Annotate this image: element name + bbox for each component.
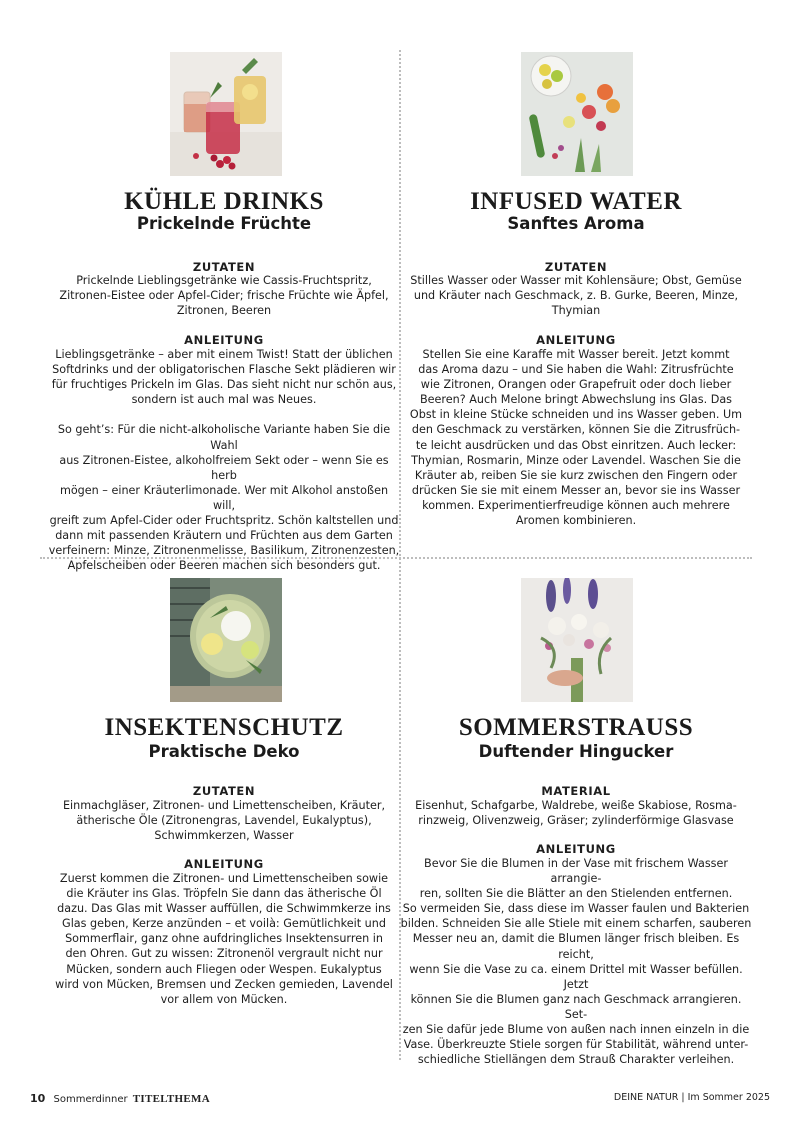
instructions-label: ANLEITUNG (536, 842, 616, 856)
section-title: SOMMERSTRAUSS (458, 714, 694, 741)
ingredients-text: Einmachgläser, Zitronen- und Limettenscheiben, Kräuter, ätherische Öle (Zitronengras, Lavendel, Eukalyptus), Schwimmkerzen, Wasser (62, 799, 386, 843)
section-title: KÜHLE DRINKS (124, 188, 324, 215)
ingredients-text: Eisenhut, Schafgarbe, Waldrebe, weiße Skabiose, Rosma- rinzweig, Olivenzweig, Gräser; zylinderförmige Glasvase (415, 799, 737, 828)
instructions-label: ANLEITUNG (184, 333, 264, 347)
ingredients-text: Prickelnde Lieblingsgetränke wie Cassis-Fruchtspritz, Zitronen-Eistee oder Apfel-Cider; frische Früchte wie Äpfel, Zitronen, Beeren (59, 274, 389, 318)
kuehle-drinks-photo (170, 52, 282, 176)
footer-left (30, 1092, 210, 1105)
section-title: INSEKTENSCHUTZ (104, 714, 344, 741)
footer-section-name: Sommerdinner (53, 1094, 128, 1105)
instructions-label: ANLEITUNG (536, 333, 616, 347)
instructions-text: Zuerst kommen die Zitronen- und Limettenscheiben sowie die Kräuter ins Glas. Tröpfeln Sie dann das ätherische Öl dazu. Das Glas mit Wasser auffüllen, die Schwimmkerze ins Glas geben, Kerze anzünden – et voilà: Gemütlichkeit und Sommerflair, ganz ohne aufdringliches Insektensurren in den Ohren. Gut zu wissen: Zitronenöl vergrault nicht nur Mücken, sondern auch Fliegen oder Wespen. Eukalyptus wird von Mücken, Bremsen und Zecken gemieden, Lavendel vor allem von Mücken. (55, 872, 393, 1006)
page-number: 10 (30, 1092, 46, 1105)
sommerstrauss-photo (521, 578, 633, 702)
ingredients-label: ZUTATEN (192, 260, 256, 274)
footer-section-label: TITELTHEMA (132, 1093, 210, 1105)
infused-water-photo (521, 52, 633, 176)
ingredients-label: MATERIAL (541, 784, 611, 798)
ingredients-label: ZUTATEN (544, 260, 608, 274)
instructions-text: Bevor Sie die Blumen in der Vase mit frischem Wasser arrangie- ren, sollten Sie die Blätter an den Stielenden entfernen. So vermeiden Sie, dass diese im Wasser faulen und Bakterien bilden. Schneiden Sie alle Stiele mit einem scharfen, sauberen Messer neu an, damit die Blumen länger frisch bleiben. Es reicht, wenn Sie die Vase zu ca. einem Drittel mit Wasser befüllen. Jetzt können Sie die Blumen ganz nach Geschmack arrangieren. Set- zen Sie dafür jede Blume von außen nach innen einzeln in die Vase. Überkreuzte Stiele sorgen für Stabilität, während unter- schiedliche Stiellängen dem Strauß Charakter verleihen. (400, 857, 752, 1067)
section-subtitle: Duftender Hingucker (478, 742, 674, 761)
instructions-text: Lieblingsgetränke – aber mit einem Twist! Statt der üblichen Softdrinks und der obligatorischen Flasche Sekt plädieren wir für fruchtiges Prickeln im Glas. Das sieht nicht nur schön aus, sondern ist auch mal was Neues. So geht’s: Für die nicht-alkoholische Variante haben Sie die Wahl aus Zitronen-Eistee, alkoholfreiem Sekt oder – wenn Sie es herb mögen – einer Kräuterlimonade. Wer mit Alkohol anstoßen will, greift zum Apfel-Cider oder Fruchtspritz. Schön kaltstellen und dann mit passenden Kräutern und Früchten aus dem Garten verfeinern: Minze, Zitronenmelisse, Basilikum, Zitronenzesten, Apfelscheiben oder Beeren machen sich besonders gut. (48, 348, 400, 573)
instructions-text: Stellen Sie eine Karaffe mit Wasser bereit. Jetzt kommt das Aroma dazu – und Sie haben die Wahl: Zitrusfrüchte wie Zitronen, Orangen oder Grapefruit oder doch lieber Beeren? Auch Melone bringt Abwechslung ins Glas. Das Obst in kleine Stücke schneiden und ins Wasser geben. Um den Geschmack zu verstärken, können Sie die Zitrusfrüch- te leicht ausdrücken und das Obst einritzen. Auch lecker: Thymian, Rosmarin, Minze oder Lavendel. Waschen Sie die Kräuter ab, reiben Sie sie kurz zwischen den Fingern oder drücken Sie sie mit einem Messer an, bevor sie ins Wasser kommen. Experimentierfreudige können auch mehrere Aromen kombinieren. (409, 348, 743, 528)
horizontal-divider (40, 557, 752, 559)
ingredients-label: ZUTATEN (192, 784, 256, 798)
section-title: INFUSED WATER (470, 188, 682, 215)
section-subtitle: Sanftes Aroma (507, 214, 645, 233)
section-subtitle: Praktische Deko (148, 742, 300, 761)
insektenschutz-photo (170, 578, 282, 702)
footer-publication: DEINE NATUR | Im Sommer 2025 (613, 1092, 770, 1103)
section-subtitle: Prickelnde Früchte (136, 214, 312, 233)
ingredients-text: Stilles Wasser oder Wasser mit Kohlensäure; Obst, Gemüse und Kräuter nach Geschmack, z. B. Gurke, Beeren, Minze, Thymian (410, 274, 742, 318)
instructions-label: ANLEITUNG (184, 857, 264, 871)
